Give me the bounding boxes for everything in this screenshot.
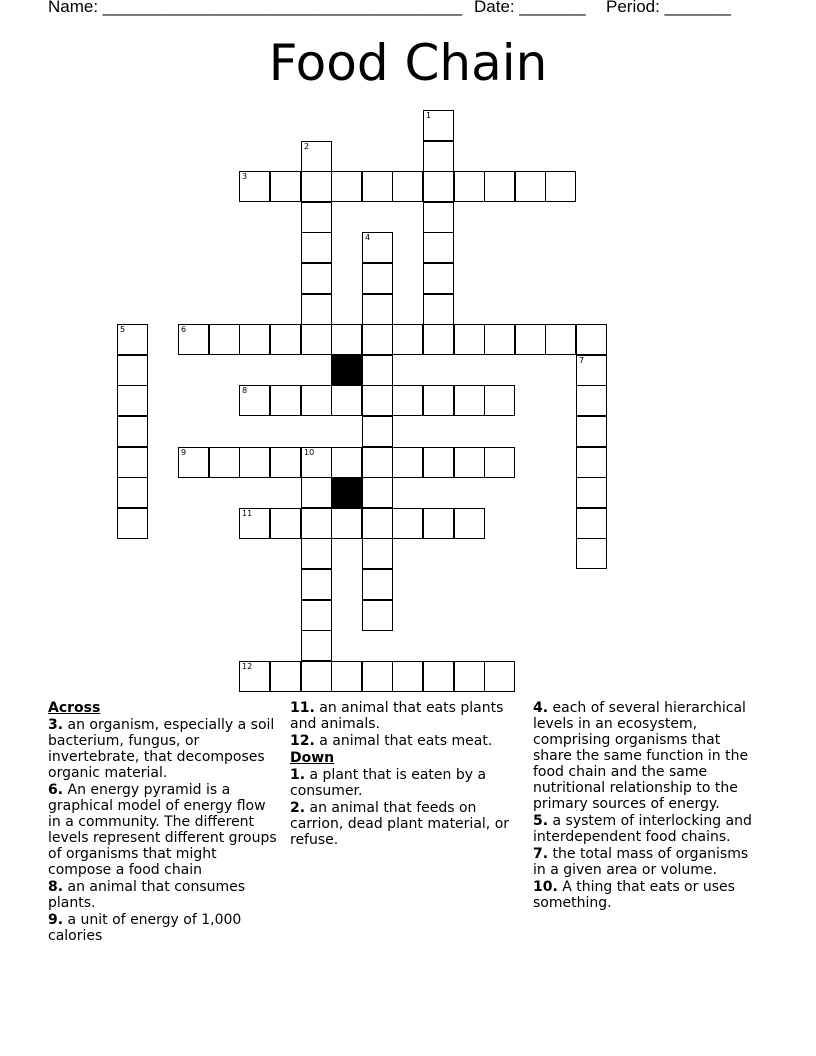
- crossword-cell[interactable]: [301, 600, 332, 631]
- crossword-cell[interactable]: [301, 385, 332, 416]
- crossword-cell[interactable]: [423, 141, 454, 172]
- crossword-cell[interactable]: [362, 447, 393, 478]
- crossword-cell[interactable]: [301, 569, 332, 600]
- crossword-cell[interactable]: [239, 385, 270, 416]
- clues-column-1: [48, 700, 280, 945]
- crossword-cell[interactable]: [331, 447, 362, 478]
- crossword-cell[interactable]: [423, 232, 454, 263]
- crossword-cell[interactable]: [454, 508, 485, 539]
- name-field[interactable]: Name: ______________________________________: [48, 0, 463, 16]
- crossword-cell[interactable]: [484, 171, 515, 202]
- crossword-cell[interactable]: [239, 324, 270, 355]
- page-title: Food Chain: [268, 34, 548, 92]
- crossword-cell[interactable]: [239, 447, 270, 478]
- crossword-cell[interactable]: [576, 508, 607, 539]
- clue-number: 12: [242, 662, 253, 671]
- crossword-cell[interactable]: [178, 324, 209, 355]
- crossword-cell[interactable]: [301, 171, 332, 202]
- crossword-cell[interactable]: [362, 538, 393, 569]
- crossword-cell[interactable]: [484, 661, 515, 692]
- crossword-cell[interactable]: [270, 324, 301, 355]
- crossword-cell[interactable]: [576, 447, 607, 478]
- crossword-cell[interactable]: [117, 355, 148, 386]
- crossword-cell[interactable]: [515, 324, 546, 355]
- clue-across-11: 11. an animal that eats plants and animals.: [290, 700, 504, 732]
- clue-number: 9: [181, 448, 187, 457]
- crossword-cell[interactable]: [362, 294, 393, 325]
- crossword-cell[interactable]: [454, 661, 485, 692]
- crossword-cell[interactable]: [209, 447, 240, 478]
- crossword-cell[interactable]: [362, 171, 393, 202]
- crossword-cell[interactable]: [484, 324, 515, 355]
- crossword-cell[interactable]: [301, 538, 332, 569]
- crossword-cell[interactable]: [423, 385, 454, 416]
- clue-number: 10: [304, 448, 315, 457]
- clue-down-7: 7. the total mass of organisms in a given area or volume.: [533, 846, 749, 878]
- crossword-cell[interactable]: [576, 416, 607, 447]
- crossword-cell[interactable]: [270, 385, 301, 416]
- crossword-cell[interactable]: [362, 508, 393, 539]
- crossword-cell[interactable]: [362, 600, 393, 631]
- crossword-cell[interactable]: [239, 661, 270, 692]
- crossword-cell[interactable]: [270, 447, 301, 478]
- crossword-cell[interactable]: [117, 324, 148, 355]
- crossword-cell[interactable]: [392, 508, 423, 539]
- crossword-cell[interactable]: [362, 416, 393, 447]
- crossword-cell[interactable]: [301, 661, 332, 692]
- crossword-cell[interactable]: [423, 263, 454, 294]
- crossword-cell[interactable]: [301, 477, 332, 508]
- crossword-cell[interactable]: [484, 447, 515, 478]
- crossword-cell[interactable]: [331, 661, 362, 692]
- crossword-cell[interactable]: [117, 447, 148, 478]
- crossword-cell[interactable]: [454, 171, 485, 202]
- crossword-cell[interactable]: [331, 385, 362, 416]
- crossword-cell[interactable]: [117, 477, 148, 508]
- crossword-cell[interactable]: [423, 324, 454, 355]
- crossword-cell[interactable]: [362, 355, 393, 386]
- down-heading: Down: [290, 750, 335, 766]
- crossword-cell[interactable]: [301, 294, 332, 325]
- crossword-black-square: [331, 477, 362, 508]
- clue-number: 11: [242, 509, 253, 518]
- crossword-cell[interactable]: [270, 508, 301, 539]
- clue-across-6: 6. An energy pyramid is a graphical model of energy flow in a community. The different levels represent different groups of organisms that might compose a food chain: [48, 782, 277, 878]
- crossword-cell[interactable]: [301, 447, 332, 478]
- clue-number: 6: [181, 325, 187, 334]
- crossword-cell[interactable]: [423, 110, 454, 141]
- crossword-cell[interactable]: [362, 477, 393, 508]
- crossword-cell[interactable]: [117, 385, 148, 416]
- crossword-cell[interactable]: [239, 508, 270, 539]
- period-field[interactable]: Period: _______: [606, 0, 731, 16]
- across-heading: Across: [48, 700, 101, 716]
- clue-number: 8: [242, 386, 248, 395]
- clue-number: 4: [365, 233, 371, 242]
- crossword-cell[interactable]: [576, 385, 607, 416]
- clue-across-12: 12. a animal that eats meat.: [290, 733, 493, 749]
- crossword-cell[interactable]: [117, 416, 148, 447]
- crossword-cell[interactable]: [270, 171, 301, 202]
- crossword-cell[interactable]: [392, 324, 423, 355]
- crossword-cell[interactable]: [576, 538, 607, 569]
- clues-column-2: [290, 700, 526, 849]
- crossword-cell[interactable]: [423, 202, 454, 233]
- date-field[interactable]: Date: _______: [474, 0, 586, 16]
- clue-across-9: 9. a unit of energy of 1,000 calories: [48, 912, 242, 944]
- crossword-cell[interactable]: [362, 661, 393, 692]
- crossword-cell[interactable]: [392, 171, 423, 202]
- clue-down-2: 2. an animal that feeds on carrion, dead plant material, or refuse.: [290, 800, 510, 848]
- crossword-cell[interactable]: [301, 202, 332, 233]
- clue-down-1: 1. a plant that is eaten by a consumer.: [290, 767, 487, 799]
- crossword-cell[interactable]: [576, 477, 607, 508]
- crossword-cell[interactable]: [423, 171, 454, 202]
- crossword-cell[interactable]: [392, 385, 423, 416]
- crossword-cell[interactable]: [576, 355, 607, 386]
- crossword-cell[interactable]: [454, 324, 485, 355]
- crossword-cell[interactable]: [117, 508, 148, 539]
- crossword-cell[interactable]: [301, 508, 332, 539]
- clue-down-10: 10. A thing that eats or uses something.: [533, 879, 735, 911]
- crossword-cell[interactable]: [454, 385, 485, 416]
- crossword-cell[interactable]: [545, 171, 576, 202]
- clue-number: 3: [242, 172, 248, 181]
- crossword-cell[interactable]: [362, 569, 393, 600]
- crossword-cell[interactable]: [301, 263, 332, 294]
- crossword-cell[interactable]: [239, 171, 270, 202]
- crossword-cell[interactable]: [301, 232, 332, 263]
- crossword-cell[interactable]: [362, 324, 393, 355]
- crossword-cell[interactable]: [423, 508, 454, 539]
- clue-number: 1: [426, 111, 432, 120]
- crossword-cell[interactable]: [362, 263, 393, 294]
- crossword-cell[interactable]: [484, 385, 515, 416]
- crossword-cell[interactable]: [362, 385, 393, 416]
- crossword-cell[interactable]: [178, 447, 209, 478]
- clues-column-3: [533, 700, 763, 955]
- crossword-cell[interactable]: [423, 294, 454, 325]
- clue-down-4: 4. each of several hierarchical levels in an ecosystem, comprising organisms that share the same function in the food chain and the same nutritional relationship to the primary sources of energy.: [533, 700, 749, 812]
- crossword-cell[interactable]: [301, 141, 332, 172]
- crossword-cell[interactable]: [576, 324, 607, 355]
- crossword-cell[interactable]: [331, 324, 362, 355]
- clue-across-8: 8. an animal that consumes plants.: [48, 879, 246, 911]
- crossword-cell[interactable]: [423, 661, 454, 692]
- crossword-cell[interactable]: [392, 661, 423, 692]
- crossword-cell[interactable]: [331, 171, 362, 202]
- crossword-cell[interactable]: [392, 447, 423, 478]
- crossword-cell[interactable]: [362, 232, 393, 263]
- clue-down-5: 5. a system of interlocking and interdependent food chains.: [533, 813, 752, 845]
- crossword-cell[interactable]: [423, 447, 454, 478]
- crossword-cell[interactable]: [515, 171, 546, 202]
- clue-number: 2: [304, 142, 310, 151]
- crossword-cell[interactable]: [545, 324, 576, 355]
- crossword-cell[interactable]: [301, 324, 332, 355]
- clue-across-3: 3. an organism, especially a soil bacterium, fungus, or invertebrate, that decomposes organic material.: [48, 717, 275, 781]
- crossword-cell[interactable]: [454, 447, 485, 478]
- crossword-black-square: [331, 355, 362, 386]
- crossword-cell[interactable]: [331, 508, 362, 539]
- crossword-cell[interactable]: [270, 661, 301, 692]
- clue-number: 7: [579, 356, 585, 365]
- crossword-cell[interactable]: [209, 324, 240, 355]
- clue-number: 5: [120, 325, 126, 334]
- crossword-cell[interactable]: [301, 630, 332, 661]
